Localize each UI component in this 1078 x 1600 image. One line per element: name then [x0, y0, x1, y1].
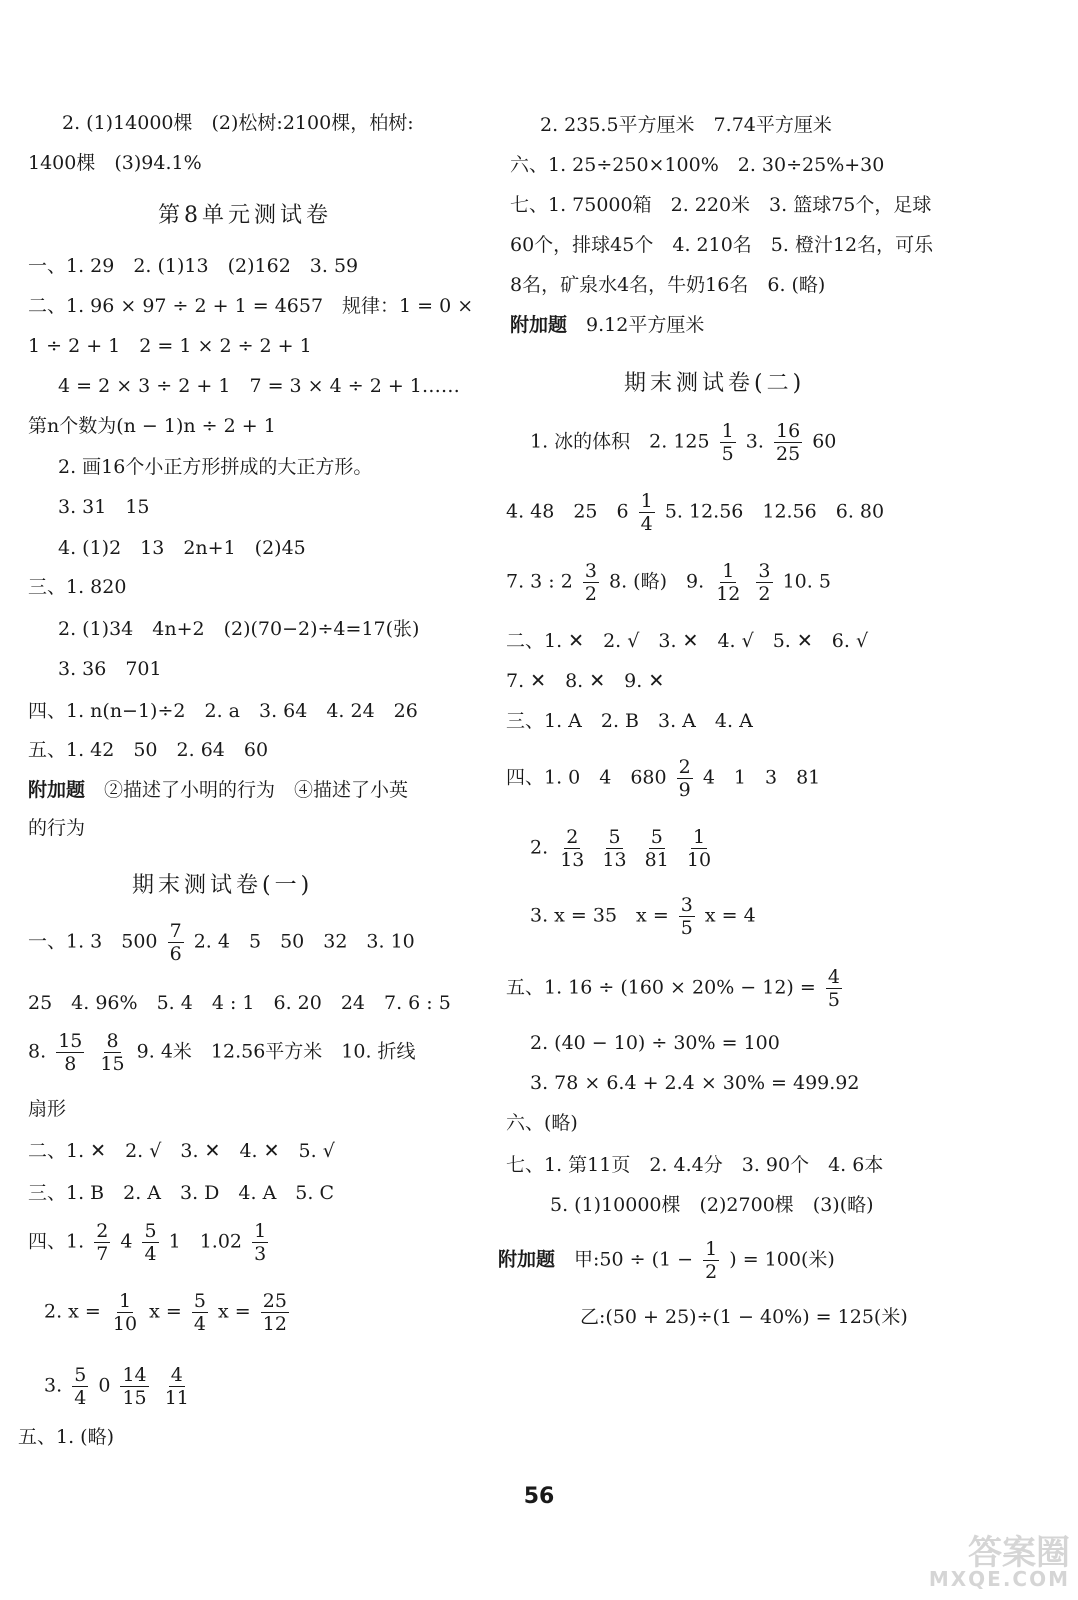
left-line-5: 1 ÷ 2 + 1 2 = 1 × 2 ÷ 2 + 1: [28, 335, 312, 357]
text: 3.: [44, 1374, 63, 1397]
right-line-1: 2. 235.5平方厘米 7.74平方厘米: [540, 114, 832, 136]
fraction: [163, 1364, 191, 1409]
f1-line-b: 25 4. 96% 5. 4 4 : 1 6. 20 24 7. 6 : 5: [28, 992, 451, 1014]
left-line-15: 五、1. 42 50 2. 64 60: [28, 739, 269, 761]
numerator: 15: [58, 1030, 83, 1052]
denominator: 25: [775, 443, 801, 465]
denominator: 3: [254, 1243, 267, 1265]
f1-line-c: [28, 1030, 416, 1075]
fraction: [685, 826, 713, 871]
page-number: 56: [523, 1484, 555, 1509]
numerator: 8: [106, 1030, 119, 1052]
f1-line-e: 二、1. ✕ 2. √ 3. ✕ 4. ✕ 5. √: [28, 1140, 335, 1162]
denominator: 10: [112, 1313, 138, 1335]
fraction: [774, 420, 802, 465]
text: 2. x =: [44, 1300, 101, 1323]
fraction: [72, 1364, 88, 1409]
fraction: [643, 826, 671, 871]
fraction: [826, 966, 842, 1011]
fraction: [600, 826, 628, 871]
numerator: 4: [170, 1364, 183, 1386]
r-line-21: 5. (1)10000棵 (2)2700棵 (3)(略): [550, 1194, 874, 1216]
left-line-7: 第n个数为(n − 1)n ÷ 2 + 1: [28, 415, 276, 437]
bonus-text: ②描述了小明的行为 ④描述了小英: [104, 779, 409, 801]
left-line-12: 2. (1)34 4n+2 (2)(70−2)÷4=17(张): [58, 618, 420, 640]
fraction: [756, 560, 772, 605]
r-line-9: [506, 560, 831, 605]
denominator: 8: [64, 1053, 77, 1075]
text: 一、1. 3 500: [28, 930, 158, 953]
denominator: 5: [827, 989, 840, 1011]
right-line-3: 七、1. 75000箱 2. 220米 3. 篮球75个，足球: [510, 194, 932, 216]
text: x =: [218, 1300, 251, 1323]
numerator: 5: [193, 1290, 206, 1312]
left-line-13: 3. 36 701: [58, 658, 162, 680]
denominator: 2: [584, 583, 597, 605]
fraction: [679, 894, 695, 939]
f1-line-i: [44, 1364, 195, 1409]
numerator: 1: [705, 1238, 718, 1260]
text: 1. 冰的体积 2. 125: [530, 430, 710, 453]
denominator: 6: [169, 943, 182, 965]
denominator: 4: [144, 1243, 157, 1265]
numerator: 5: [650, 826, 663, 848]
right-line-4: 60个，排球45个 4. 210名 5. 橙汁12名，可乐: [510, 234, 934, 256]
r-line-11: 7. ✕ 8. ✕ 9. ✕: [506, 670, 665, 692]
fraction: [120, 1364, 148, 1409]
left-line-4: 二、1. 96 × 97 ÷ 2 + 1 = 4657 规律：1 = 0 ×: [28, 295, 474, 317]
fraction: [558, 826, 586, 871]
numerator: 4: [827, 966, 840, 988]
text: 五、1. 16 ÷ (160 × 20% − 12) =: [506, 976, 816, 999]
r-line-10: 二、1. ✕ 2. √ 3. ✕ 4. √ 5. ✕ 6. √: [506, 630, 869, 652]
text: 四、1.: [28, 1230, 85, 1253]
text: x = 4: [704, 904, 756, 927]
denominator: 15: [100, 1053, 125, 1075]
text: 4. 48 25 6: [506, 500, 629, 523]
r-line-19: 六、(略): [506, 1112, 578, 1134]
fraction: [261, 1290, 289, 1335]
r-line-12: 三、1. A 2. B 3. A 4. A: [506, 710, 753, 732]
fraction: [720, 420, 736, 465]
r-line-14: [530, 826, 717, 871]
denominator: 4: [193, 1313, 206, 1335]
denominator: 7: [96, 1243, 109, 1265]
fraction: [714, 560, 742, 605]
denominator: 15: [122, 1387, 147, 1409]
fraction: [703, 1238, 719, 1283]
unit8-title: 第8单元测试卷: [158, 203, 332, 228]
numerator: 1: [118, 1290, 132, 1312]
text: 5. 12.56 12.56 6. 80: [664, 500, 885, 523]
text: 0: [98, 1374, 111, 1397]
fraction: [94, 1220, 110, 1265]
denominator: 9: [678, 779, 691, 801]
text: ) = 100(米): [729, 1248, 835, 1271]
f1-line-a: [28, 920, 415, 965]
text: 3.: [745, 430, 764, 453]
f1-line-h: [44, 1290, 293, 1335]
fraction: [677, 756, 693, 801]
numerator: 2: [566, 826, 579, 848]
right-line-6: [510, 312, 704, 338]
numerator: 3: [758, 560, 771, 582]
watermark: [928, 1533, 1070, 1594]
fraction: [98, 1030, 126, 1075]
numerator: 14: [122, 1364, 147, 1386]
denominator: 2: [705, 1261, 718, 1283]
r-line-17: 2. (40 − 10) ÷ 30% = 100: [530, 1032, 780, 1054]
numerator: 5: [74, 1364, 87, 1386]
bonus-label: 附加题: [498, 1248, 556, 1271]
left-line-3: 一、1. 29 2. (1)13 (2)162 3. 59: [28, 255, 359, 277]
denominator: 13: [560, 849, 585, 871]
final1-title: 期末测试卷(一): [132, 873, 314, 898]
text: 8.: [28, 1040, 47, 1063]
fraction: [168, 920, 184, 965]
text: 8. (略) 9.: [609, 570, 705, 593]
left-line-1: 2. (1)14000棵 (2)松树:2100棵，柏树:: [62, 112, 414, 134]
fraction: [192, 1290, 208, 1335]
r-line-8: [506, 490, 884, 535]
denominator: 12: [716, 583, 741, 605]
numerator: 1: [722, 560, 735, 582]
final2-title: 期末测试卷(二): [624, 371, 806, 396]
text: 甲:50 ÷ (1 −: [574, 1248, 694, 1271]
left-line-6: 4 = 2 × 3 ÷ 2 + 1 7 = 3 × 4 ÷ 2 + 1……: [58, 375, 460, 397]
text: 四、1. 0 4 680: [506, 766, 667, 789]
numerator: 16: [775, 420, 801, 442]
text: 4 1 3 81: [702, 766, 821, 789]
denominator: 12: [262, 1313, 287, 1335]
f1-line-j: 五、1. (略): [18, 1426, 114, 1448]
fraction: [252, 1220, 268, 1265]
left-line-2: 1400棵 (3)94.1%: [28, 152, 202, 174]
text: 2. 4 5 50 32 3. 10: [193, 930, 415, 953]
r-line-23: 乙:(50 + 25)÷(1 − 40%) = 125(米): [580, 1306, 908, 1328]
text: 3. x = 35 x =: [530, 904, 669, 927]
numerator: 3: [584, 560, 597, 582]
r-line-22: [498, 1238, 835, 1283]
right-line-2: 六、1. 25÷250×100% 2. 30÷25%+30: [510, 154, 885, 176]
left-line-11: 三、1. 820: [28, 576, 127, 598]
r-line-13: [506, 756, 820, 801]
numerator: 5: [144, 1220, 157, 1242]
denominator: 13: [602, 849, 627, 871]
text: 60: [812, 430, 837, 453]
numerator: 7: [169, 920, 182, 942]
watermark-mark: 答案圈: [968, 1533, 1070, 1573]
r-line-7: [530, 420, 836, 465]
left-line-17: 的行为: [28, 817, 86, 839]
numerator: 3: [680, 894, 693, 916]
f1-line-f: 三、1. B 2. A 3. D 4. A 5. C: [28, 1182, 335, 1204]
r-line-16: [506, 966, 846, 1011]
numerator: 25: [262, 1290, 287, 1312]
text: 4: [120, 1230, 133, 1253]
bonus-text: 9.12平方厘米: [586, 314, 705, 336]
fraction: [583, 560, 599, 605]
left-line-10: 4. (1)2 13 2n+1 (2)45: [58, 537, 306, 559]
watermark-site: MXQE.COM: [928, 1567, 1070, 1591]
denominator: 81: [644, 849, 669, 871]
r-line-15: [530, 894, 756, 939]
f1-line-d: 扇形: [28, 1098, 67, 1120]
left-line-9: 3. 31 15: [58, 496, 150, 518]
bonus-label: 附加题: [28, 779, 86, 801]
bonus-label: 附加题: [510, 314, 568, 336]
numerator: 1: [640, 490, 653, 512]
denominator: 5: [680, 917, 693, 939]
right-line-5: 8名，矿泉水4名，牛奶16名 6. (略): [510, 274, 826, 296]
fraction: [142, 1220, 158, 1265]
denominator: 11: [164, 1387, 189, 1409]
fraction: [56, 1030, 84, 1075]
denominator: 4: [640, 513, 653, 535]
denominator: 4: [74, 1387, 87, 1409]
left-line-8: 2. 画16个小正方形拼成的大正方形。: [58, 456, 373, 478]
text: 9. 4米 12.56平方米 10. 折线: [136, 1040, 416, 1063]
r-line-18: 3. 78 × 6.4 + 2.4 × 30% = 499.92: [530, 1072, 860, 1094]
fraction: [111, 1290, 139, 1335]
denominator: 2: [758, 583, 771, 605]
denominator: 10: [686, 849, 712, 871]
denominator: 5: [721, 443, 734, 465]
text: 1 1.02: [168, 1230, 243, 1253]
text: x =: [149, 1300, 182, 1323]
numerator: 2: [678, 756, 691, 778]
numerator: 1: [721, 420, 734, 442]
f1-line-g: [28, 1220, 272, 1265]
text: 10. 5: [782, 570, 831, 593]
r-line-20: 七、1. 第11页 2. 4.4分 3. 90个 4. 6本: [506, 1154, 884, 1176]
numerator: 1: [254, 1220, 267, 1242]
numerator: 5: [608, 826, 621, 848]
text: 2.: [530, 836, 549, 859]
fraction: [639, 490, 655, 535]
left-line-14: 四、1. n(n−1)÷2 2. a 3. 64 4. 24 26: [28, 700, 418, 722]
left-line-16: [28, 777, 408, 803]
numerator: 2: [96, 1220, 109, 1242]
text: 7. 3 : 2: [506, 570, 573, 593]
numerator: 1: [692, 826, 706, 848]
